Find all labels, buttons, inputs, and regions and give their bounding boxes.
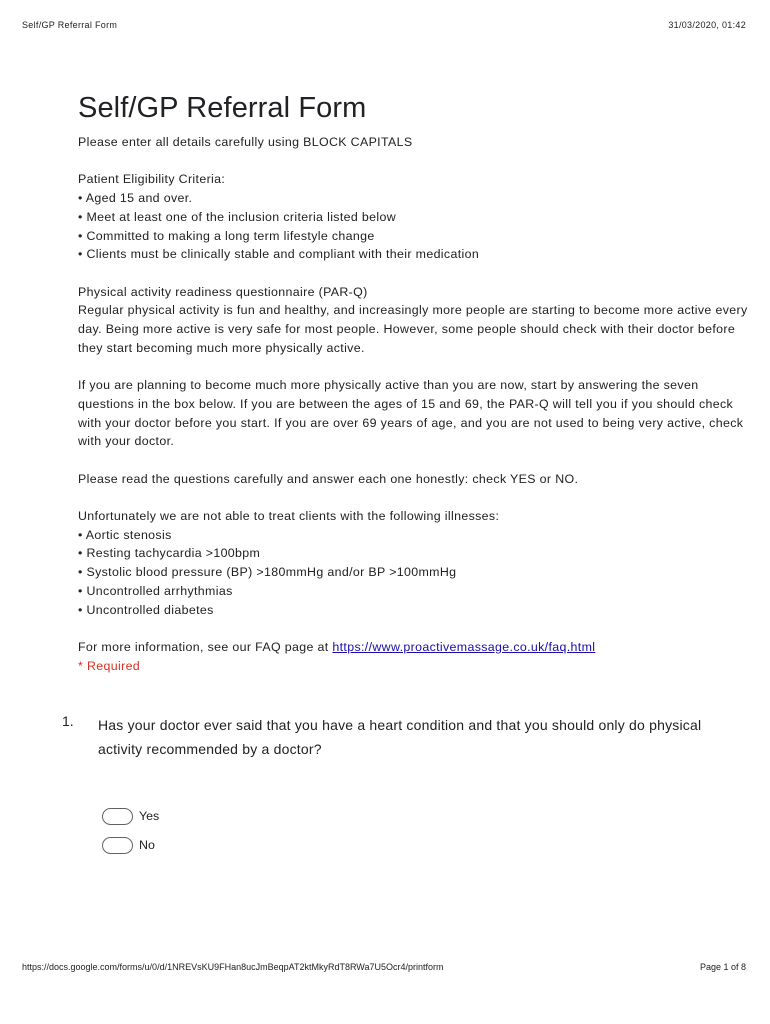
desc-line: • Meet at least one of the inclusion criteria listed below [78, 209, 397, 224]
desc-spacer [78, 488, 750, 507]
desc-line: Please read the questions carefully and answer each one honestly: check YES or NO. [78, 471, 579, 486]
desc-spacer [78, 357, 750, 376]
desc-line: • Resting tachycardia >100bpm [78, 546, 261, 561]
faq-link[interactable]: https://www.proactivemassage.co.uk/faq.html [332, 639, 596, 654]
desc-spacer [78, 152, 750, 171]
option-label-no: No [139, 838, 155, 852]
option-label-yes: Yes [139, 809, 160, 823]
desc-line: Unfortunately we are not able to treat clients with the following illnesses: [78, 508, 500, 523]
desc-line: • Committed to making a long term lifestyle change [78, 228, 375, 243]
desc-paragraph: If you are planning to become much more physically active than you are now, start by answering the seven questions in the box below. If you are between the ages of 15 and 69, the PAR-Q will tell you if you should check with your doctor before you start. If you are over 69 years of age, and you are not used to being very active, check with your doctor. [78, 378, 744, 449]
print-header [22, 20, 746, 34]
desc-line: • Systolic blood pressure (BP) >180mmHg and/or BP >100mmHg [78, 565, 457, 580]
faq-line [78, 638, 750, 657]
form-title: Self/GP Referral Form [78, 92, 367, 124]
print-footer-page: Page 1 of 8 [699, 962, 746, 972]
radio-yes[interactable] [102, 808, 133, 825]
form-description [78, 133, 750, 675]
desc-line: Please enter all details carefully using BLOCK CAPITALS [78, 135, 413, 149]
question-number: 1. [62, 713, 74, 729]
desc-line: • Clients must be clinically stable and compliant with their medication [78, 247, 480, 262]
desc-paragraph: Regular physical activity is fun and healthy, and increasingly more people are starting to become more active every day. Being more active is very safe for most people. However, some people should check with their doctor before they start becoming much more physically active. [78, 303, 748, 355]
desc-line: Patient Eligibility Criteria: [78, 172, 226, 187]
print-header-title: Self/GP Referral Form [22, 20, 118, 30]
desc-spacer [78, 264, 750, 283]
desc-line: • Uncontrolled diabetes [78, 602, 214, 617]
faq-prefix: For more information, see our FAQ page at [78, 639, 333, 654]
desc-spacer [78, 451, 750, 470]
question-text: Has your doctor ever said that you have a heart condition and that you should only do physical activity recommended by a doctor? [98, 717, 702, 757]
desc-line: • Aortic stenosis [78, 527, 172, 542]
print-footer-url: https://docs.google.com/forms/u/0/d/1NREVsKU9FHan8ucJmBeqpAT2ktMkyRdT8RWa7U5Ocr4/printform [22, 962, 444, 972]
radio-no[interactable] [102, 837, 133, 854]
desc-line: Physical activity readiness questionnaire (PAR-Q) [78, 284, 368, 299]
print-footer [22, 962, 746, 976]
required-note: * Required [78, 658, 141, 673]
desc-spacer [78, 619, 750, 638]
desc-line: • Uncontrolled arrhythmias [78, 583, 233, 598]
print-header-datetime: 31/03/2020, 01:42 [668, 20, 746, 30]
desc-line: • Aged 15 and over. [78, 191, 193, 206]
